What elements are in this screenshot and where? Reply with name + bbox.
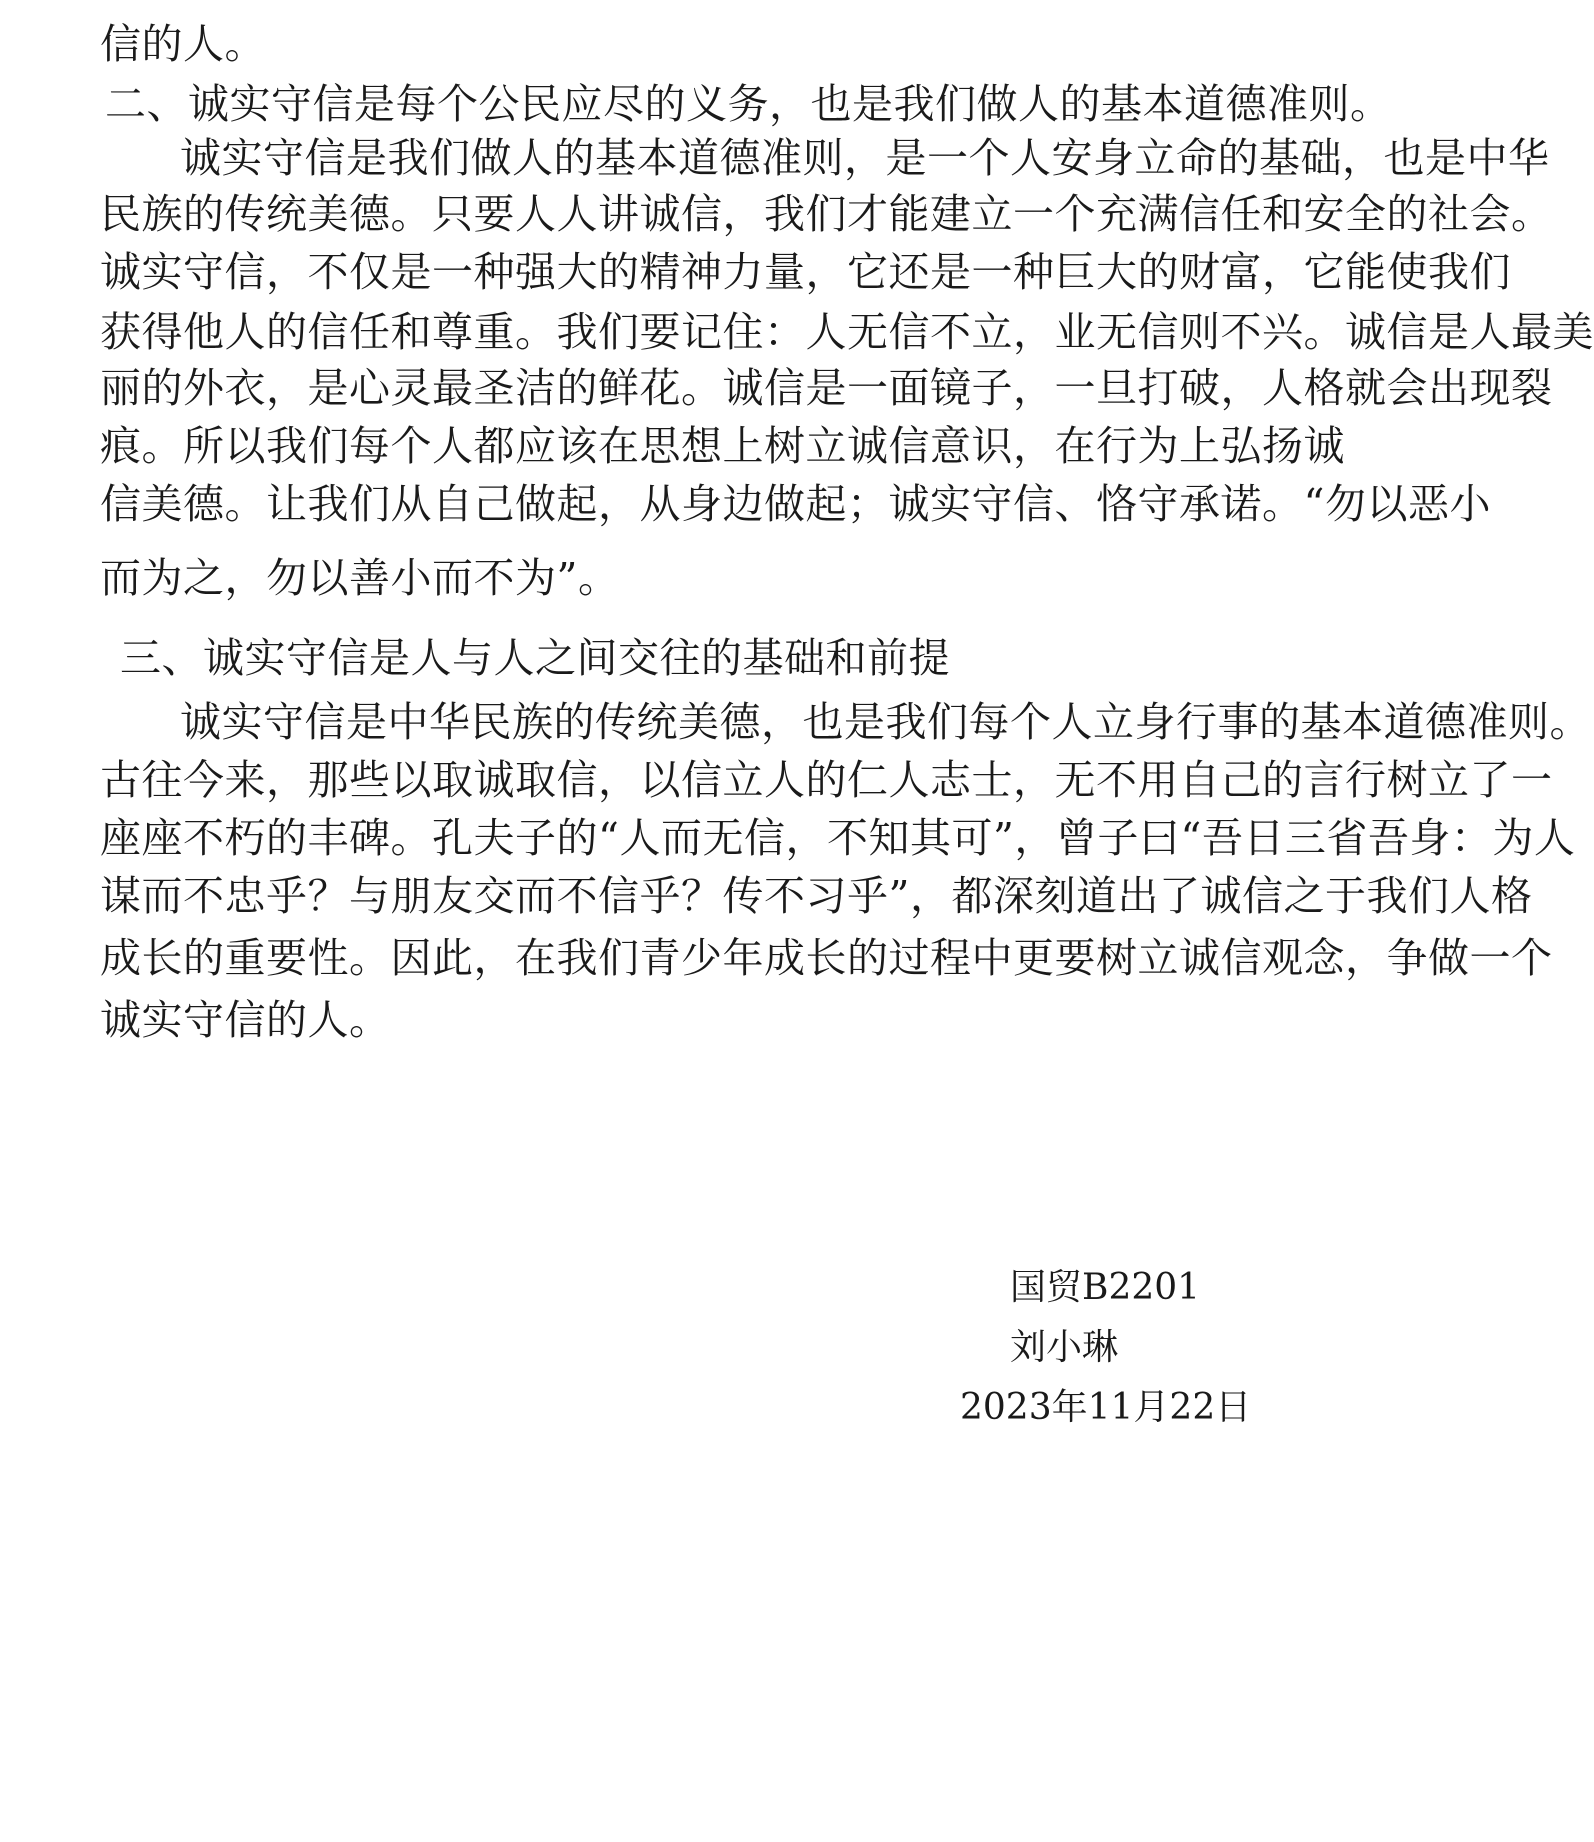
- paragraph-line: 诚实守信，不仅是一种强大的精神力量，它还是一种巨大的财富，它能使我们: [100, 248, 1511, 296]
- paragraph-line: 诚实守信的人。: [100, 996, 391, 1044]
- paragraph-line: 诚实守信是我们做人的基本道德准则，是一个人安身立命的基础，也是中华: [180, 134, 1550, 182]
- paragraph-line: 诚实守信是中华民族的传统美德，也是我们每个人立身行事的基本道德准则。: [180, 698, 1591, 746]
- text-line-continuation: 信的人。: [100, 20, 266, 68]
- paragraph-line: 民族的传统美德。只要人人讲诚信，我们才能建立一个充满信任和安全的社会。: [100, 190, 1553, 238]
- paragraph-line: 获得他人的信任和尊重。我们要记住：人无信不立，业无信则不兴。诚信是人最美: [100, 308, 1594, 356]
- paragraph-line: 古往今来，那些以取诚取信，以信立人的仁人志士，无不用自己的言行树立了一: [100, 756, 1553, 804]
- paragraph-line: 信美德。让我们从自己做起，从身边做起；诚实守信、恪守承诺。“勿以恶小: [100, 480, 1491, 528]
- section-heading-three: 三、诚实守信是人与人之间交往的基础和前提: [120, 634, 950, 682]
- paragraph-line: 而为之，勿以善小而不为”。: [100, 554, 620, 602]
- paragraph-line: 座座不朽的丰碑。孔夫子的“人而无信，不知其可”，曾子曰“吾日三省吾身：为人: [100, 814, 1576, 862]
- paragraph-line: 谋而不忠乎？与朋友交而不信乎？传不习乎”，都深刻道出了诚信之于我们人格: [100, 872, 1533, 920]
- paragraph-line: 痕。所以我们每个人都应该在思想上树立诚信意识，在行为上弘扬诚: [100, 422, 1345, 470]
- paragraph-line: 成长的重要性。因此，在我们青少年成长的过程中更要树立诚信观念，争做一个: [100, 934, 1553, 982]
- section-heading-two: 二、诚实守信是每个公民应尽的义务，也是我们做人的基本道德准则。: [105, 80, 1392, 128]
- signature-class: 国贸B2201: [1010, 1267, 1201, 1308]
- paragraph-line: 丽的外衣，是心灵最圣洁的鲜花。诚信是一面镜子，一旦打破，人格就会出现裂: [100, 364, 1553, 412]
- signature-date: 2023年11月22日: [960, 1387, 1252, 1428]
- signature-author: 刘小琳: [1010, 1327, 1119, 1368]
